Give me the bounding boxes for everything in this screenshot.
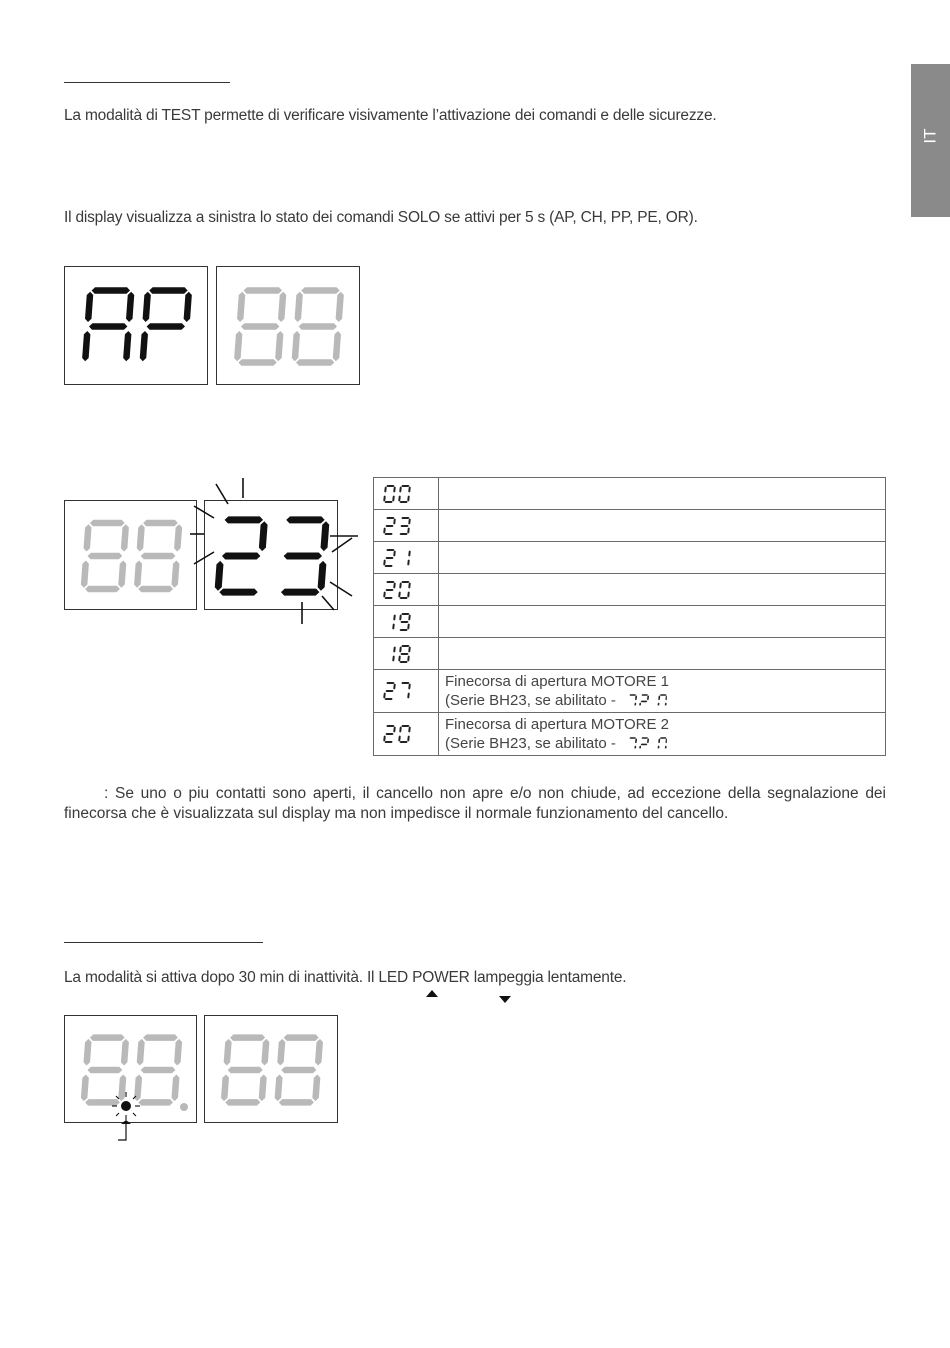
code-glyph — [381, 547, 415, 569]
seven-seg-display — [65, 501, 198, 611]
digit-2-0 — [81, 520, 129, 593]
description-cell — [439, 542, 886, 574]
code-digit — [630, 737, 638, 748]
digit-0-1 — [140, 287, 192, 361]
contacts-table — [373, 477, 886, 756]
code-digit — [383, 485, 395, 503]
test-mode-intro: La modalità di TEST permette di verificare visivamente l’attivazione dei comandi e delle sicurezze. — [64, 107, 717, 124]
description-subline: (Serie BH23, se abilitato - — [445, 691, 879, 710]
code-digit — [398, 485, 410, 503]
code-cell — [374, 542, 439, 574]
code-digit — [399, 613, 410, 631]
code-glyph — [381, 611, 415, 633]
display-note: Il display visualizza a sinistra lo stato dei comandi SOLO se attivi per 5 s (AP, CH, PP, PE, OR). — [64, 209, 698, 226]
contacts-note-text: : Se uno o piu contatti sono aperti, il cancello non apre e/o non chiude, ad eccezione della segnalazione dei finecorsa che è visualizzata sul display ma non impedisce il normale funzionamento del cancello. — [64, 785, 886, 822]
display-right-digits — [216, 266, 360, 385]
table-row — [374, 606, 886, 638]
description-text: Finecorsa di apertura MOTORE 2 — [445, 716, 669, 733]
code-digit — [398, 725, 410, 743]
table-row — [374, 670, 886, 713]
code-digit — [383, 581, 395, 599]
code-digit — [658, 694, 668, 705]
seven-seg-display — [65, 267, 209, 386]
description-text: Finecorsa di apertura MOTORE 1 — [445, 673, 669, 690]
code-cell — [374, 713, 439, 756]
seven-seg-display — [205, 1016, 339, 1124]
digit-1-1 — [292, 287, 344, 366]
digit-2-1 — [134, 520, 182, 593]
table-row — [374, 510, 886, 542]
code-digit — [398, 581, 410, 599]
table-row — [374, 713, 886, 756]
code-cell — [374, 638, 439, 670]
description-cell — [439, 713, 886, 756]
triangle-up-icon — [426, 990, 438, 997]
description-cell — [439, 606, 886, 638]
code-glyph — [381, 579, 415, 601]
table-row — [374, 638, 886, 670]
decimal-point-led — [180, 1103, 188, 1111]
code-glyph — [381, 483, 415, 505]
digit-1-0 — [234, 287, 286, 366]
code-cell — [374, 574, 439, 606]
code-digit — [639, 694, 649, 705]
table-row — [374, 574, 886, 606]
digit-5-1 — [275, 1034, 323, 1105]
code-glyph — [381, 723, 415, 745]
section-heading-rule — [64, 82, 230, 83]
code-glyph — [381, 680, 415, 702]
code-digit — [392, 614, 395, 629]
code-digit — [392, 646, 395, 661]
code-digit — [658, 737, 668, 748]
code-glyph — [381, 643, 415, 665]
standby-intro: La modalità si attiva dopo 30 min di inattività. Il LED POWER lampeggia lentamente. — [64, 969, 627, 986]
table-row — [374, 542, 886, 574]
code-digit — [383, 517, 395, 535]
description-cell — [439, 510, 886, 542]
digit-5-0 — [221, 1034, 269, 1105]
code-cell — [374, 478, 439, 510]
blinking-dot-icon — [105, 1090, 145, 1142]
digit-0-0 — [82, 287, 134, 361]
blink-rays-icon — [190, 476, 360, 626]
description-cell — [439, 638, 886, 670]
code-digit — [407, 550, 410, 565]
code-digit — [400, 517, 411, 535]
code-digit — [630, 694, 638, 705]
parameter-code-glyph — [625, 736, 667, 749]
code-cell — [374, 670, 439, 713]
code-digit — [383, 549, 395, 567]
parameter-code-glyph — [625, 693, 667, 706]
table-row — [374, 478, 886, 510]
code-cell — [374, 510, 439, 542]
contacts-display-left — [64, 500, 197, 610]
code-digit — [398, 645, 410, 663]
description-cell — [439, 574, 886, 606]
description-cell — [439, 478, 886, 510]
code-digit — [383, 725, 395, 743]
display-left-digits — [64, 266, 208, 385]
section-heading-rule — [64, 942, 263, 943]
description-cell — [439, 670, 886, 713]
language-tab — [911, 64, 950, 217]
code-digit — [383, 682, 395, 700]
code-digit — [639, 737, 649, 748]
standby-display-right — [204, 1015, 338, 1123]
triangle-down-icon — [499, 996, 511, 1003]
language-tab-label: IT — [920, 128, 940, 144]
seven-seg-display — [217, 267, 361, 386]
code-cell — [374, 606, 439, 638]
description-subline: (Serie BH23, se abilitato - — [445, 734, 879, 753]
code-glyph — [381, 515, 415, 537]
contacts-note — [64, 784, 886, 824]
code-digit — [401, 682, 410, 699]
